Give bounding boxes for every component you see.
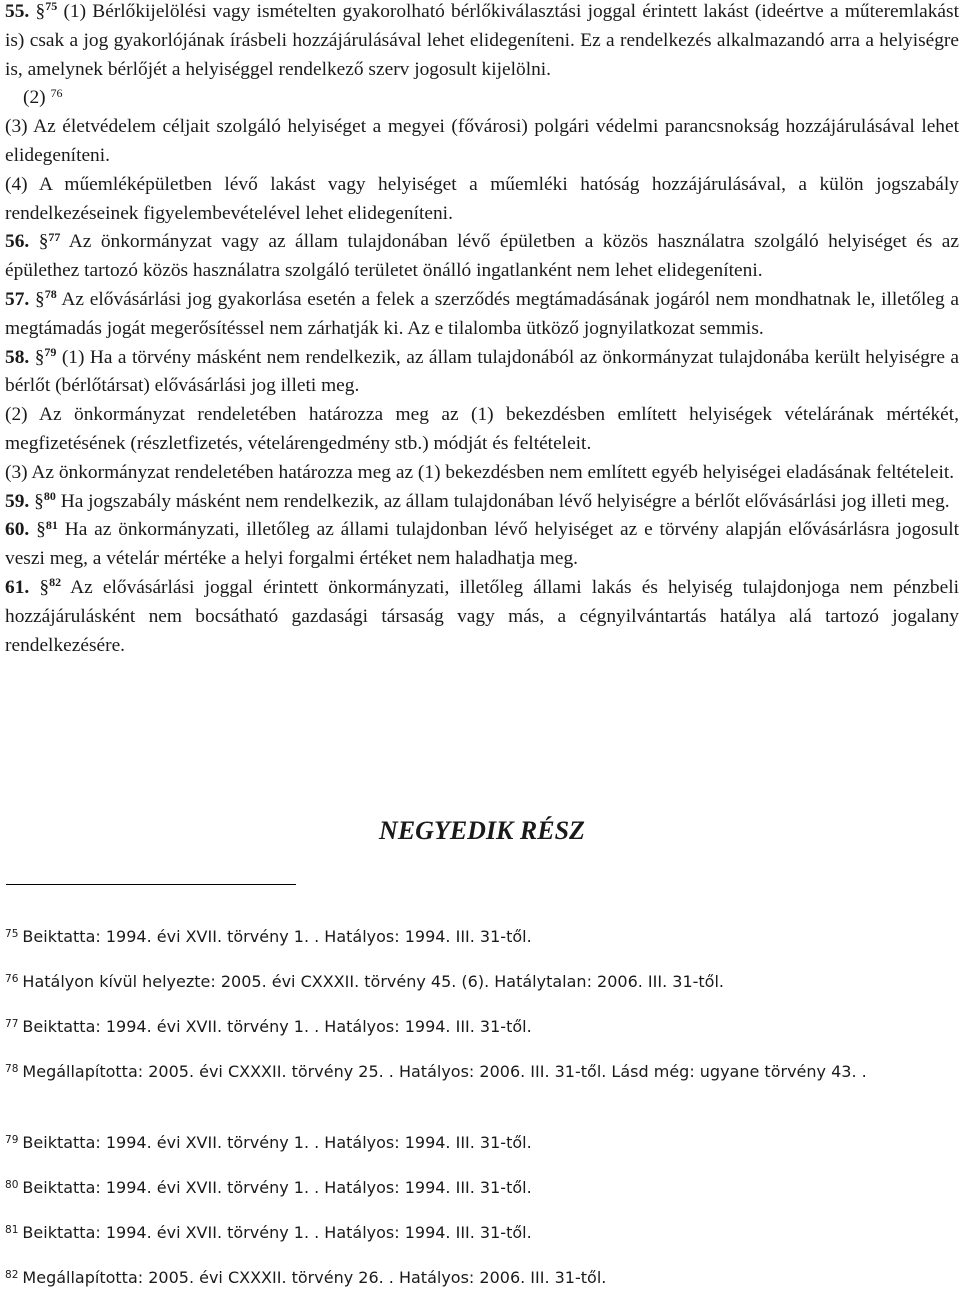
footnote-number: 78 <box>5 1062 19 1075</box>
footnote-number: 75 <box>5 927 19 940</box>
footnote-81 <box>5 1220 950 1265</box>
section-sign: § <box>38 231 49 253</box>
footnote-text: Beiktatta: 1994. évi XVII. törvény 1. . Hatályos: 1994. III. 31-től. <box>22 1223 532 1242</box>
footnote-text: Hatályon kívül helyezte: 2005. évi CXXXII. törvény 45. (6). Hatálytalan: 2006. III. 31-től. <box>22 972 724 991</box>
footnote-ref[interactable]: 78 <box>44 287 57 302</box>
footnote-number: 81 <box>5 1223 19 1236</box>
footnote-ref[interactable]: 76 <box>50 85 63 100</box>
footnote-82 <box>5 1265 950 1310</box>
footnote-ref[interactable]: 79 <box>44 344 57 359</box>
footnote-number: 82 <box>5 1268 19 1281</box>
section-58-subsection-2 <box>5 401 959 459</box>
section-text: Ha jogszabály másként nem rendelkezik, az állam tulajdonában lévő helyiségre a bérlőt elővásárlási jog illeti meg. <box>60 490 950 512</box>
section-55-subsection-4 <box>5 171 959 229</box>
footnote-text: Beiktatta: 1994. évi XVII. törvény 1. . Hatályos: 1994. III. 31-től. <box>22 1133 532 1152</box>
footnote-text: Beiktatta: 1994. évi XVII. törvény 1. . Hatályos: 1994. III. 31-től. <box>22 1017 532 1036</box>
part-heading: NEGYEDIK RÉSZ <box>379 816 585 845</box>
section-60 <box>5 516 959 574</box>
section-number: 60. <box>5 519 30 541</box>
section-sign: § <box>36 519 46 541</box>
section-sign: § <box>35 288 45 310</box>
subsection-text: (2) Az önkormányzat rendeletében határozza meg az (1) bekezdésben említett helyiségek vételárának mértékét, megfizetésének (részletfizetés, vételárengedmény stb.) módját és feltételeit. <box>5 404 959 454</box>
footnote-divider <box>6 884 296 885</box>
section-number: 55. <box>5 1 30 22</box>
section-text: Ha az önkormányzati, illetőleg az állami tulajdonban lévő helyiséget az e törvény alapján elővásárlásra jogosult veszi meg, a vételár mértéke a helyi forgalmi értéket nem haladhatja meg. <box>5 519 959 570</box>
section-number: 58. <box>5 346 30 368</box>
section-number: 61. <box>5 576 30 598</box>
subsection-text: (3) Az önkormányzat rendeletében határozza meg az (1) bekezdésben nem említett egyéb helyiségei eladásának feltételeit. <box>5 461 955 483</box>
section-text: Az önkormányzat vagy az állam tulajdonában lévő épületben a közös használatra szolgáló helyiséget és az épülethez tartozó közös használatra szolgáló területet önálló ingatlanként nem lehet elidegeníteni. <box>5 231 959 282</box>
section-61 <box>5 574 959 660</box>
footnote-number: 79 <box>5 1133 19 1146</box>
section-57 <box>5 286 959 344</box>
section-55-subsection-3 <box>5 113 959 171</box>
footnote-77 <box>5 1014 950 1059</box>
subsection-text: (3) Az életvédelem céljait szolgáló helyiséget a megyei (fővárosi) polgári védelmi parancsnokság hozzájárulásával lehet elidegeníteni. <box>5 116 959 166</box>
section-text: Az elővásárlási joggal érintett önkormányzati, illetőleg állami lakás és helyiség tulajdonjoga nem pénzbeli hozzájárulásként nem bocsátható gazdasági társaság vagy más, a cégnyilvántartás hatálya alá tartozó jogalany rendelkezésére. <box>5 576 959 656</box>
subsection-text: (4) A műemléképületben lévő lakást vagy helyiséget a műemléki hatóság hozzájárulásával, a külön jogszabály rendelkezéseinek figyelembevételével lehet elidegeníteni. <box>5 173 959 224</box>
section-55-subsection-2 <box>5 84 959 113</box>
footnote-text: Megállapította: 2005. évi CXXXII. törvény 26. . Hatályos: 2006. III. 31-től. <box>22 1268 607 1287</box>
section-text: Az elővásárlási jog gyakorlása esetén a felek a szerződés megtámadásának jogáról nem mondhatnak le, illetőleg a megtámadás jogát megerősítéssel nem zárhatják ki. Az e tilalomba ütköző jognyilatkozat semmis. <box>5 288 959 339</box>
section-sign: § <box>39 576 50 598</box>
section-number: 56. <box>5 231 30 253</box>
section-text: (1) Bérlőkijelölési vagy ismételten gyakorolható bérlőkiválasztási joggal érintett lakást (ideértve a műteremlakást is) csak a jog gyakorlójának írásbeli hozzájárulásával lehet elidegeníteni. Ez a rendelkezés alkalmazandó arra a helyiségre is, amelynek bérlőjét a helyiséggel rendelkező szerv jogosult kijelölni. <box>5 1 959 80</box>
footnote-ref[interactable]: 82 <box>49 575 62 590</box>
footnote-79 <box>5 1130 950 1175</box>
section-sign: § <box>34 346 45 368</box>
footnote-80 <box>5 1175 950 1220</box>
section-58-subsection-3 <box>5 459 959 488</box>
section-number: 59. <box>5 490 30 512</box>
section-56 <box>5 228 959 286</box>
section-sign: § <box>35 1 46 22</box>
document-body <box>5 0 959 660</box>
footnote-ref[interactable]: 80 <box>43 488 56 503</box>
section-number: 57. <box>5 288 30 310</box>
footnote-number: 76 <box>5 972 19 985</box>
footnote-number: 80 <box>5 1178 19 1191</box>
footnote-78 <box>5 1059 950 1130</box>
section-55 <box>5 0 959 84</box>
section-text: (1) Ha a törvény másként nem rendelkezik, az állam tulajdonából az önkormányzat tulajdonába került helyiségre a bérlőt (bérlőtársat) elővásárlási jog illeti meg. <box>5 346 959 397</box>
section-sign: § <box>34 490 44 512</box>
footnote-ref[interactable]: 75 <box>45 0 58 14</box>
section-59 <box>5 488 959 517</box>
footnote-76 <box>5 969 950 1014</box>
footnote-75 <box>5 924 950 969</box>
footnote-text: Beiktatta: 1994. évi XVII. törvény 1. . Hatályos: 1994. III. 31-től. <box>22 927 532 946</box>
footnote-ref[interactable]: 77 <box>48 229 61 244</box>
footnote-text: Beiktatta: 1994. évi XVII. törvény 1. . Hatályos: 1994. III. 31-től. <box>22 1178 532 1197</box>
footnotes-list <box>5 924 950 1310</box>
subsection-label: (2) <box>23 87 46 109</box>
section-58 <box>5 344 959 402</box>
footnote-text: Megállapította: 2005. évi CXXXII. törvény 25. . Hatályos: 2006. III. 31-től. Lásd még: ugyane törvény 43. . <box>22 1062 867 1081</box>
footnote-number: 77 <box>5 1017 19 1030</box>
footnote-ref[interactable]: 81 <box>45 517 58 532</box>
